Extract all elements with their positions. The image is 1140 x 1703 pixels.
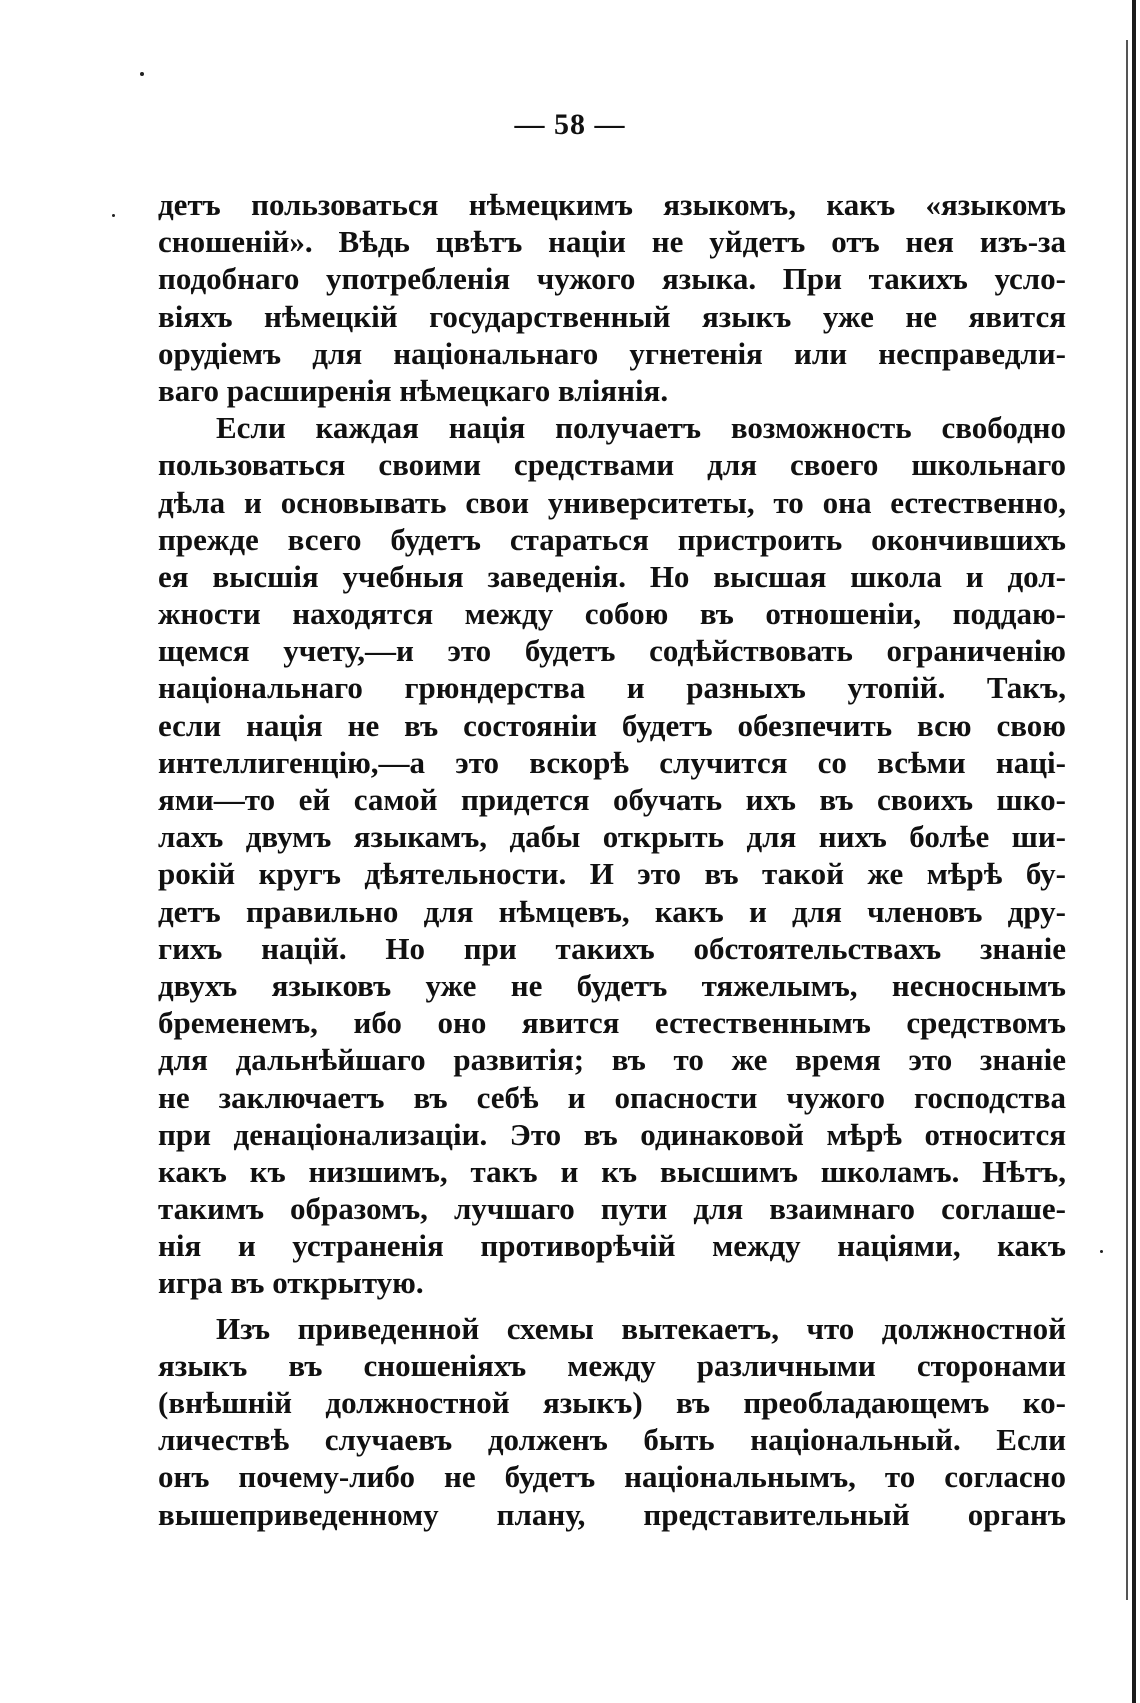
text-line: ея высшія учебныя заведенія. Но высшая школа и дол- — [158, 558, 1066, 594]
text-line: дѣла и основывать свои университеты, то она естественно, — [158, 484, 1066, 520]
text-line: щемся учету,—и это будетъ содѣйствовать ограниченію — [158, 633, 1066, 669]
body-text — [158, 186, 1066, 1533]
text-line: гихъ націй. Но при такихъ обстоятельствахъ знаніе — [158, 930, 1066, 966]
text-line: жности находятся между собою въ отношеніи, поддаю- — [158, 596, 1066, 632]
page-number: — 58 — — [514, 108, 626, 141]
text-line: онъ почему-либо не будетъ національнымъ, то согласно — [158, 1459, 1066, 1495]
text-line: вышеприведенному плану, представительный органъ — [158, 1496, 1066, 1532]
text-line: не заключаетъ въ себѣ и опасности чужого господства — [158, 1079, 1066, 1115]
text-line: прежде всего будетъ стараться пристроить окончившихъ — [158, 521, 1066, 557]
text-line: орудіемъ для національнаго угнетенія или несправедли- — [158, 335, 1066, 371]
text-line: сношеній». Вѣдь цвѣтъ націи не уйдетъ отъ нея изъ-за — [158, 224, 1066, 260]
text-line: интеллигенцію,—а это вскорѣ случится со всѣми наці- — [158, 744, 1066, 780]
page-edge-shadow — [1132, 0, 1136, 1703]
text-line: рокій кругъ дѣятельности. И это въ такой же мѣрѣ бу- — [158, 856, 1066, 892]
text-line: детъ пользоваться нѣмецкимъ языкомъ, какъ «языкомъ — [158, 187, 1066, 222]
text-line: личествѣ случаевъ долженъ быть національный. Если — [158, 1422, 1066, 1458]
text-line: ями—то ей самой придется обучать ихъ въ своихъ шко- — [158, 782, 1066, 817]
text-line: нія и устраненія противорѣчій между націями, какъ — [158, 1228, 1066, 1264]
text-line: бременемъ, ибо оно явится естественнымъ средствомъ — [158, 1005, 1066, 1041]
text-line: Если каждая нація получаетъ возможность свободно — [216, 410, 1066, 446]
text-line: языкъ въ сношеніяхъ между различными сторонами — [158, 1347, 1066, 1383]
text-line: такимъ образомъ, лучшаго пути для взаимнаго соглаше- — [158, 1191, 1066, 1227]
text-line: ваго расширенія нѣмецкаго вліянія. — [158, 372, 669, 408]
text-line: двухъ языковъ уже не будетъ тяжелымъ, несноснымъ — [158, 967, 1066, 1003]
text-line: детъ правильно для нѣмцевъ, какъ и для членовъ дру- — [158, 893, 1066, 929]
print-speck — [140, 72, 144, 76]
text-line: лахъ двумъ языкамъ, дабы открыть для нихъ болѣе ши- — [158, 819, 1066, 855]
text-line: при денаціонализаціи. Это въ одинаковой мѣрѣ относится — [158, 1116, 1066, 1152]
text-line: національнаго грюндерства и разныхъ утопій. Такъ, — [158, 670, 1066, 706]
text-line: для дальнѣйшаго развитія; въ то же время это знаніе — [158, 1042, 1066, 1078]
text-line: віяхъ нѣмецкій государственный языкъ уже не явится — [158, 298, 1066, 334]
page-edge-line — [1126, 40, 1128, 1600]
print-speck — [1100, 1250, 1103, 1253]
text-line: какъ къ низшимъ, такъ и къ высшимъ школамъ. Нѣтъ, — [158, 1153, 1066, 1189]
text-line: (внѣшній должностной языкъ) въ преобладающемъ ко- — [158, 1385, 1066, 1420]
print-speck — [112, 214, 115, 217]
paragraph-gap — [158, 1302, 1066, 1310]
text-line: пользоваться своими средствами для своего школьнаго — [158, 447, 1066, 483]
text-line: Изъ приведенной схемы вытекаетъ, что должностной — [216, 1310, 1066, 1346]
text-line: игра въ открытую. — [158, 1265, 424, 1301]
paragraph-2 — [158, 409, 1066, 1302]
paragraph-3 — [158, 1310, 1066, 1533]
text-line: подобнаго употребленія чужого языка. При такихъ усло- — [158, 261, 1066, 297]
text-line: если нація не въ состояніи будетъ обезпечить всю свою — [158, 707, 1066, 743]
paragraph-1 — [158, 186, 1066, 409]
